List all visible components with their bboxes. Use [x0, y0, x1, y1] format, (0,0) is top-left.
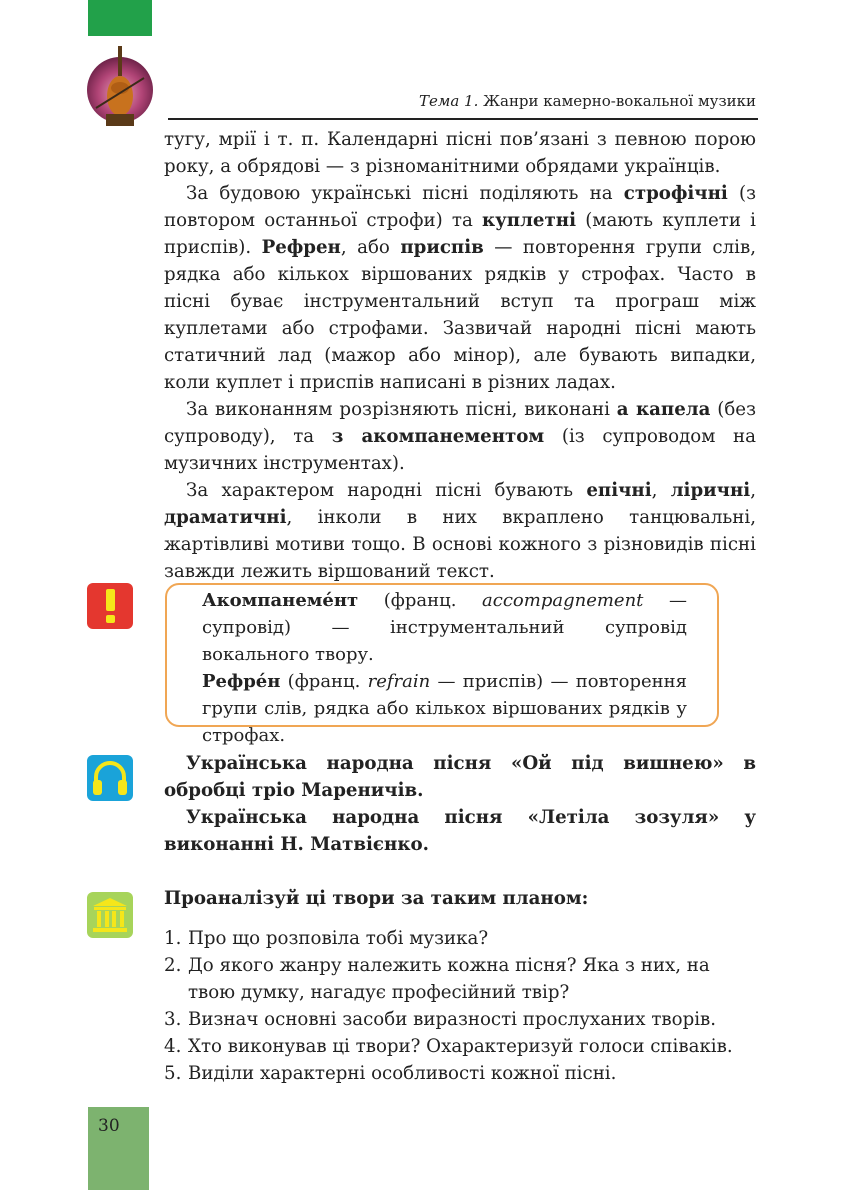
exclamation-icon: [87, 583, 133, 629]
headphones-icon: [87, 755, 133, 801]
task-list: [164, 925, 756, 1087]
listening-list: [164, 750, 756, 858]
paragraph-2: За будовою українські пісні поділяють на строфічні (з повтором останньої строфи) та куплетні (мають куплети і приспів). Рефрен, або приспів — повторення групи слів, рядка або кількох віршованих рядків у строфах. Часто в пісні буває інструментальний вступ та програш між куплетами або строфами. Зазвичай народні пісні мають статичний лад (мажор або мінор), але бувають випадки, коли куплет і приспів написані в різних ладах.: [164, 183, 756, 393]
museum-icon: [87, 892, 133, 938]
task-item: 2. До якого жанру належить кожна пісня? Яка з них, на твою думку, нагадує професійний твір?: [164, 955, 710, 1003]
listening-item: Українська народна пісня «Летіла зозуля» у виконанні Н. Матвієнко.: [164, 807, 756, 855]
listening-item: Українська народна пісня «Ой під вишнею» в обробці тріо Мареничів.: [164, 753, 756, 801]
main-text: [164, 126, 756, 585]
task-title: Проаналізуй ці твори за таким планом:: [164, 888, 589, 909]
task-item: 3. Визнач основні засоби виразності прослуханих творів.: [164, 1009, 717, 1030]
task-item: 4. Хто виконував ці твори? Охарактеризуй голоси співаків.: [164, 1036, 733, 1057]
definition-refrain: Рефре́н (франц. refrain — приспів) — повторення групи слів, рядка або кількох віршованих рядків у строфах.: [202, 671, 687, 746]
violin-medallion-icon: [86, 44, 154, 128]
running-header: [419, 92, 756, 110]
header-divider: [168, 118, 758, 120]
paragraph-3: За виконанням розрізняють пісні, виконані а капела (без супроводу), та з акомпанементом (із супроводом на музичних інструментах).: [164, 399, 756, 474]
paragraph-4: За характером народні пісні бувають епічні, ліричні, драматичні, інколи в них вкраплено танцювальні, жартівливі мотиви тощо. В основі кожного з різновидів пісні завжди лежить віршований текст.: [164, 480, 756, 582]
page-number: 30: [98, 1116, 120, 1136]
task-item: 5. Виділи характерні особливості кожної пісні.: [164, 1063, 617, 1084]
topic-prefix: Тема 1.: [419, 92, 479, 110]
paragraph-1: тугу, мрії і т. п. Календарні пісні пов’язані з певною порою року, а обрядові — з різноманітними обрядами українців.: [164, 129, 756, 177]
topic-title: Жанри камерно-вокальної музики: [478, 92, 756, 110]
task-item: 1. Про що розповіла тобі музика?: [164, 928, 489, 949]
top-color-tab: [88, 0, 152, 36]
definition-accompaniment: Акомпанеме́нт (франц. accompagnement — супровід) — інструментальний супровід вокального твору.: [202, 590, 687, 665]
definitions-text: [202, 587, 687, 749]
